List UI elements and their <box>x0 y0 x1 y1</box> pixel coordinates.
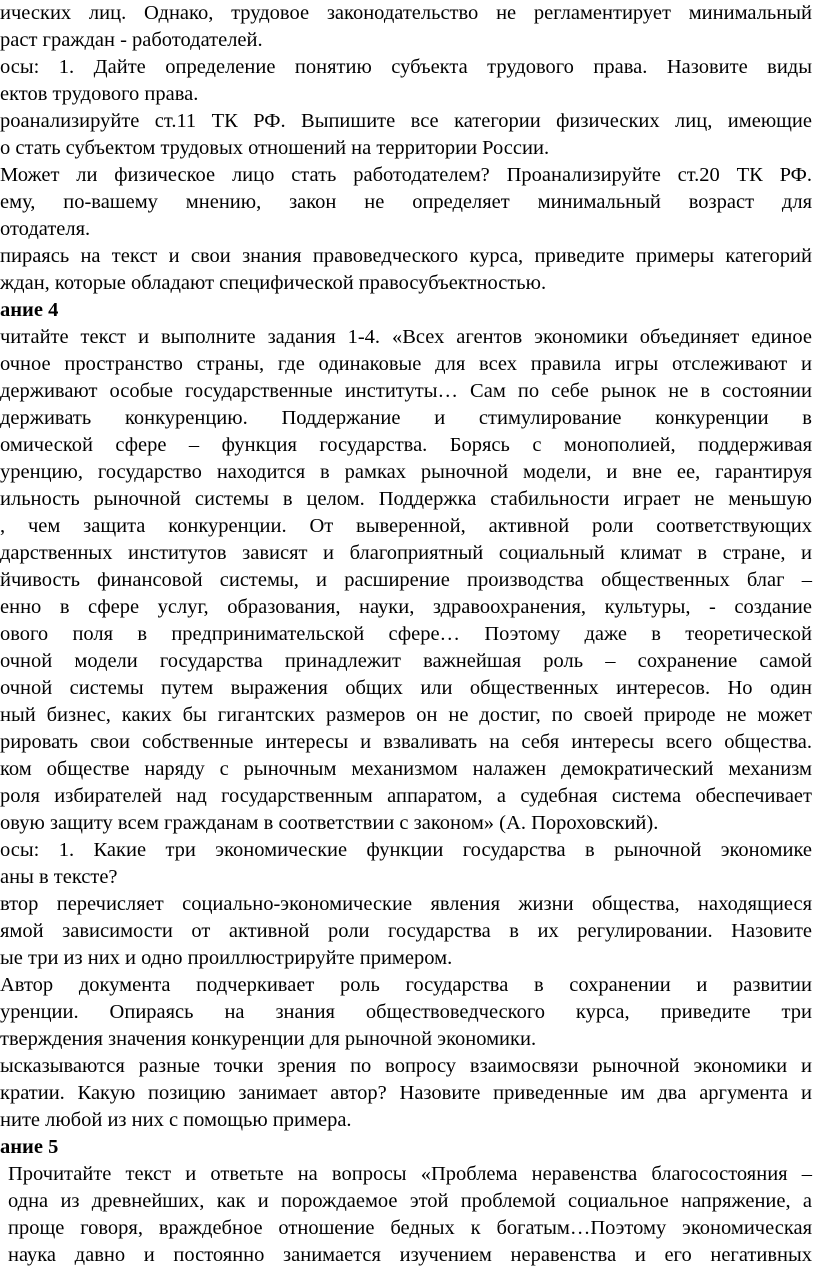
text-line: очной модели государства принадлежит важнейшая роль – сохранение самой <box>0 650 812 672</box>
text-line: ового поля в предпринимательской сфере… Поэтому даже в теоретической <box>0 623 812 645</box>
text-line: читайте текст и выполните задания 1-4. «Всех агентов экономики объединяет единое <box>0 326 812 348</box>
text-line: ые три из них и одно проиллюстрируйте примером. <box>0 947 453 969</box>
text-line: роля избирателей над государственным аппаратом, а судебная система обеспечивает <box>0 785 812 807</box>
text-line: , чем защита конкуренции. От выверенной, активной роли соответствующих <box>0 515 812 537</box>
text-line: тверждения значения конкуренции для рыночной экономики. <box>0 1028 537 1050</box>
text-line: уренцию, государство находится в рамках рыночной модели, и вне ее, гарантируя <box>0 461 812 483</box>
text-line: ните любой из них с помощью примера. <box>0 1109 352 1131</box>
text-line: ысказываются разные точки зрения по вопросу взаимосвязи рыночной экономики и <box>0 1055 812 1077</box>
text-line: енно в сфере услуг, образования, науки, здравоохранения, культуры, - создание <box>0 596 812 618</box>
text-line: аны в тексте? <box>0 866 118 888</box>
text-line: йчивость финансовой системы, и расширение производства общественных благ – <box>0 569 812 591</box>
text-line: ный бизнес, каких бы гигантских размеров он не достиг, по своей природе не может <box>0 704 812 726</box>
text-line: втор перечисляет социально-экономические явления жизни общества, находящиеся <box>0 893 812 915</box>
text-line: осы: 1. Дайте определение понятию субъекта трудового права. Назовите виды <box>0 56 812 78</box>
text-line: уренции. Опираясь на знания обществоведческого курса, приведите три <box>0 1001 812 1023</box>
text-line: ектов трудового права. <box>0 83 199 105</box>
text-line: ильность рыночной системы в целом. Поддержка стабильности играет не меньшую <box>0 488 812 510</box>
text-line: держивать конкуренцию. Поддержание и стимулирование конкуренции в <box>0 407 812 429</box>
section-heading: ание 4 <box>0 299 59 321</box>
text-line: Может ли физическое лицо стать работодателем? Проанализируйте ст.20 ТК РФ. <box>0 164 812 186</box>
text-line: осы: 1. Какие три экономические функции государства в рыночной экономике <box>0 839 812 861</box>
text-line: очное пространство страны, где одинаковые для всех правила игры отслеживают и <box>0 353 812 375</box>
text-line: одна из древнейших, как и порождаемое этой проблемой социальное напряжение, а <box>8 1190 812 1212</box>
text-line: Автор документа подчеркивает роль государства в сохранении и развитии <box>0 974 812 996</box>
text-line: наука давно и постоянно занимается изучением неравенства и его негативных <box>8 1244 812 1266</box>
text-line: кратии. Какую позицию занимает автор? Назовите приведенные им два аргумента и <box>0 1082 812 1104</box>
text-line: проще говоря, враждебное отношение бедных к богатым…Поэтому экономическая <box>8 1217 812 1239</box>
text-line: ических лиц. Однако, трудовое законодательство не регламентирует минимальный <box>0 2 812 24</box>
text-line: пираясь на текст и свои знания правоведческого курса, приведите примеры категорий <box>0 245 812 267</box>
text-line: Прочитайте текст и ответьте на вопросы «Проблема неравенства благосостояния – <box>8 1163 812 1185</box>
text-line: ждан, которые обладают специфической правосубъектностью. <box>0 272 547 294</box>
text-line: овую защиту всем гражданам в соответствии с законом» (А. Пороховский). <box>0 812 659 834</box>
text-line: ямой зависимости от активной роли государства в их регулировании. Назовите <box>0 920 812 942</box>
text-line: о стать субъектом трудовых отношений на территории России. <box>0 137 550 159</box>
text-line: омической сфере – функция государства. Борясь с монополией, поддерживая <box>0 434 812 456</box>
text-line: держивают особые государственные институты… Сам по себе рынок не в состоянии <box>0 380 812 402</box>
section-heading: ание 5 <box>0 1136 59 1158</box>
text-line: роанализируйте ст.11 ТК РФ. Выпишите все категории физических лиц, имеющие <box>0 110 812 132</box>
text-line: дарственных институтов зависят и благоприятный социальный климат в стране, и <box>0 542 812 564</box>
text-line: рировать свои собственные интересы и взваливать на себя интересы всего общества. <box>0 731 812 753</box>
text-line: очной системы путем выражения общих или общественных интересов. Но один <box>0 677 812 699</box>
text-line: отодателя. <box>0 218 91 240</box>
text-line: ком обществе наряду с рыночным механизмом налажен демократический механизм <box>0 758 812 780</box>
text-line: ему, по-вашему мнению, закон не определяет минимальный возраст для <box>0 191 812 213</box>
text-line: раст граждан - работодателей. <box>0 29 263 51</box>
